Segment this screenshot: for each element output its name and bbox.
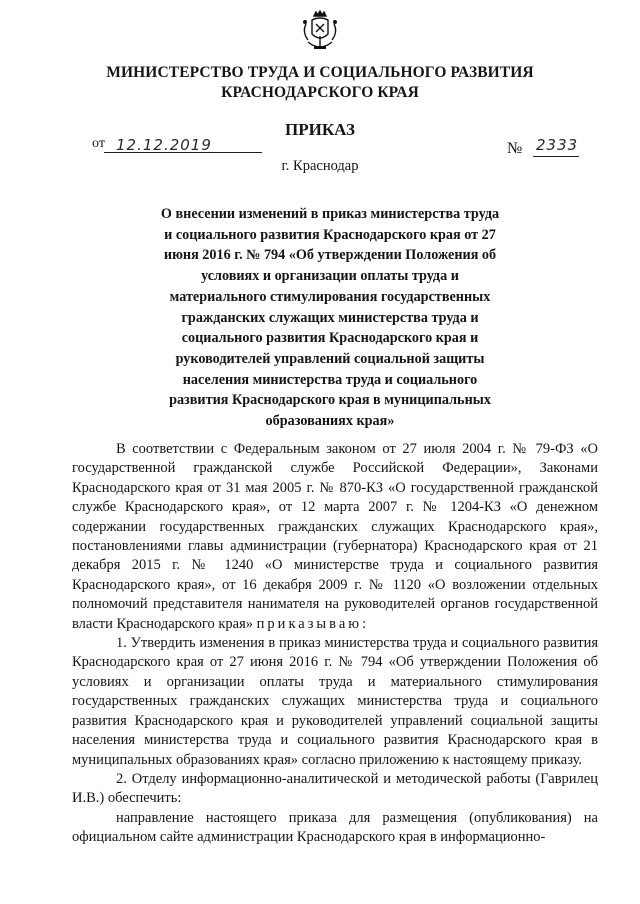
body-paragraph-4: направление настоящего приказа для размещения (опубликования) на официальном сайте администрации Краснодарского края в информационно- (72, 809, 598, 846)
document-type-title: ПРИКАЗ (285, 120, 355, 139)
body-paragraph-2: 1. Утвердить изменения в приказ министерства труда и социального развития Краснодарского края от 27 июня 2016 г. № 794 «Об утверждении Положения об условиях и организации оплаты труда и материального стимулирования государственных гражданских служащих министерства труда и социального развития Краснодарского края и руководителей управлений социальной защиты населения министерства труда и социального развития Краснодарского края в муниципальных образованиях края» согласно приложению к настоящему приказу. (72, 635, 598, 768)
document-subject: О внесении изменений в приказ министерства труда и социального развития Краснодарского края от 27 июня 2016 г. № 794 «Об утверждении Положения об условиях и организации оплаты труда и материального стимулирования государственных гражданских служащих министерства труда и социального развития Краснодарского края и руководителей управлений социальной защиты населения министерства труда и социального развития Краснодарского края в муниципальных образованиях края» (160, 206, 500, 430)
order-word: приказываю: (256, 615, 370, 632)
coat-of-arms-emblem (300, 10, 340, 54)
ministry-name-line1: МИНИСТЕРСТВО ТРУДА И СОЦИАЛЬНОГО РАЗВИТИЯ (106, 64, 534, 81)
number-prefix: № (507, 140, 523, 157)
document-body (72, 440, 598, 848)
date-underline (104, 152, 262, 153)
body-paragraph-1 (72, 440, 598, 634)
document-number: 2333 (536, 136, 579, 154)
number-underline (533, 156, 579, 157)
ministry-name-line2: КРАСНОДАРСКОГО КРАЯ (221, 84, 419, 101)
document-date: 12.12.2019 (116, 136, 212, 154)
city-label: г. Краснодар (281, 158, 359, 174)
date-prefix: от (92, 136, 105, 151)
preamble-text: В соответствии с Федеральным законом от 27 июля 2004 г. № 79-ФЗ «О государственной гражданской службе Российской Федерации», Законами Краснодарского края от 31 мая 2005 г. № 870-КЗ «О государственной гражданской службе Краснодарского края», от 12 марта 2007 г. № 1204-КЗ «О денежном содержании государственных гражданских служащих Краснодарского края», постановлениями главы администрации (губернатора) Краснодарского края от 21 декабря 2015 г. № 1240 «О министерстве труда и социального развития Краснодарского края», от 16 декабря 2009 г. № 1120 «О возложении отдельных полномочий представителя нанимателя на руководителей органов государственной власти Краснодарского края» (72, 441, 598, 632)
body-paragraph-3: 2. Отделу информационно-аналитической и методической работы (Гаврилец И.В.) обеспечить: (72, 770, 598, 807)
